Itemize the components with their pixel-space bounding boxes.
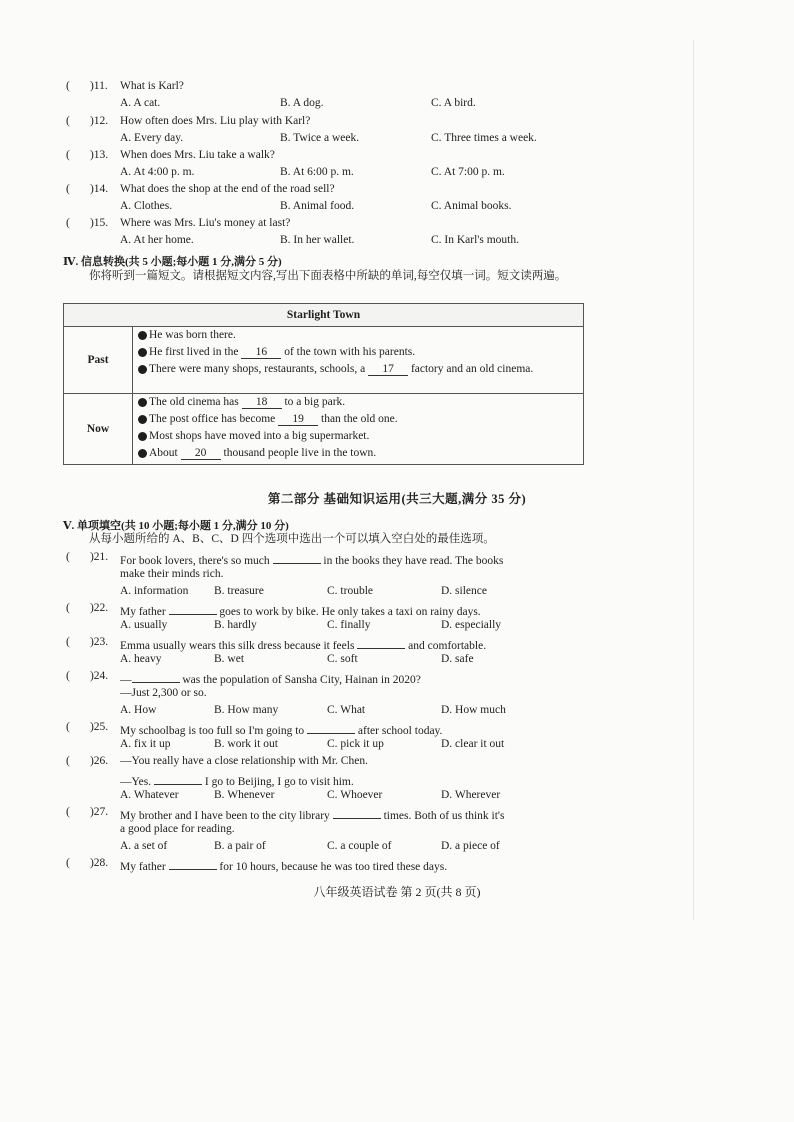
question-stem-line2: a good place for reading. — [120, 823, 235, 835]
option-a: A. information — [120, 585, 189, 597]
option-c: C. Whoever — [327, 789, 383, 801]
bullet-icon — [138, 449, 147, 458]
answer-paren[interactable]: ( )22. — [66, 602, 109, 614]
table-bullet: About 20 thousand people live in the town. — [133, 445, 583, 462]
option-a: A. At 4:00 p. m. — [120, 166, 195, 178]
blank-19[interactable]: 19 — [278, 413, 318, 426]
option-b: B. Whenever — [214, 789, 275, 801]
question-stem-line2: make their minds rich. — [120, 568, 224, 580]
option-c: C. finally — [327, 619, 371, 631]
option-a: A. At her home. — [120, 234, 194, 246]
option-b: B. How many — [214, 704, 279, 716]
answer-paren[interactable]: ( )24. — [66, 670, 109, 682]
option-a: A. usually — [120, 619, 168, 631]
option-a: A. Whatever — [120, 789, 179, 801]
question-stem: When does Mrs. Liu take a walk? — [120, 149, 275, 161]
answer-paren[interactable]: ( )21. — [66, 551, 109, 563]
part-2-title: 第二部分 基础知识运用(共三大题,满分 35 分) — [267, 492, 527, 506]
answer-paren[interactable]: ( )14. — [66, 183, 109, 195]
row-label-past: Past — [64, 327, 133, 394]
blank-line[interactable] — [132, 670, 180, 683]
table-bullet: He first lived in the 16 of the town with his parents. — [133, 344, 583, 361]
table-bullet: The post office has become 19 than the old one. — [133, 411, 583, 428]
option-d: D. How much — [441, 704, 506, 716]
bullet-icon — [138, 432, 147, 441]
question-stem: Where was Mrs. Liu's money at last? — [120, 217, 291, 229]
option-c: C. Three times a week. — [431, 132, 537, 144]
question-stem: —You really have a close relationship with Mr. Chen. — [120, 755, 368, 767]
option-d: D. silence — [441, 585, 487, 597]
blank-line[interactable] — [357, 636, 405, 649]
blank-line[interactable] — [154, 772, 202, 785]
option-b: B. hardly — [214, 619, 257, 631]
option-b: B. A dog. — [280, 97, 324, 109]
option-b: B. Animal food. — [280, 200, 355, 212]
section-4-instruction: 你将听到一篇短文。请根据短文内容,写出下面表格中所缺的单词,每空仅填一词。短文读两遍。 — [89, 270, 567, 282]
option-c: C. trouble — [327, 585, 373, 597]
bullet-icon — [138, 348, 147, 357]
answer-paren[interactable]: ( )26. — [66, 755, 109, 767]
option-c: C. What — [327, 704, 366, 716]
blank-20[interactable]: 20 — [181, 447, 221, 460]
option-b: B. At 6:00 p. m. — [280, 166, 354, 178]
option-a: A. fix it up — [120, 738, 171, 750]
option-d: D. especially — [441, 619, 502, 631]
option-b: B. treasure — [214, 585, 264, 597]
table-title: Starlight Town — [64, 304, 584, 327]
option-c: C. pick it up — [327, 738, 384, 750]
table-bullet: The old cinema has 18 to a big park. — [133, 394, 583, 411]
blank-17[interactable]: 17 — [368, 363, 408, 376]
option-c: C. In Karl's mouth. — [431, 234, 519, 246]
answer-paren[interactable]: ( )13. — [66, 149, 109, 161]
section-5-title: Ⅴ. 单项填空(共 10 小题;每小题 1 分,满分 10 分) — [63, 520, 289, 532]
option-d: D. Wherever — [441, 789, 501, 801]
answer-line: —Just 2,300 or so. — [120, 687, 207, 699]
blank-line[interactable] — [333, 806, 381, 819]
option-b: B. a pair of — [214, 840, 266, 852]
blank-16[interactable]: 16 — [241, 346, 281, 359]
blank-line[interactable] — [273, 551, 321, 564]
page-footer: 八年级英语试卷 第 2 页(共 8 页) — [313, 885, 481, 899]
option-b: B. In her wallet. — [280, 234, 355, 246]
section-5-instruction: 从每小题所给的 A、B、C、D 四个选项中选出一个可以填入空白处的最佳选项。 — [89, 533, 495, 545]
blank-line[interactable] — [169, 602, 217, 615]
option-c: C. a couple of — [327, 840, 392, 852]
option-a: A. heavy — [120, 653, 162, 665]
option-a: A. a set of — [120, 840, 168, 852]
option-a: A. A cat. — [120, 97, 161, 109]
option-d: D. a piece of — [441, 840, 500, 852]
option-c: C. soft — [327, 653, 358, 665]
answer-paren[interactable]: ( )15. — [66, 217, 109, 229]
blank-line[interactable] — [307, 721, 355, 734]
table-bullet: He was born there. — [133, 327, 583, 344]
answer-paren[interactable]: ( )25. — [66, 721, 109, 733]
blank-18[interactable]: 18 — [242, 396, 282, 409]
option-d: D. safe — [441, 653, 474, 665]
option-d: D. clear it out — [441, 738, 505, 750]
answer-paren[interactable]: ( )27. — [66, 806, 109, 818]
answer-paren[interactable]: ( )23. — [66, 636, 109, 648]
option-c: C. Animal books. — [431, 200, 512, 212]
bullet-icon — [138, 365, 147, 374]
starlight-town-table — [63, 303, 584, 465]
question-stem: How often does Mrs. Liu play with Karl? — [120, 115, 311, 127]
blank-line[interactable] — [169, 857, 217, 870]
answer-paren[interactable]: ( )28. — [66, 857, 109, 869]
bullet-icon — [138, 331, 147, 340]
bullet-icon — [138, 415, 147, 424]
option-c: C. A bird. — [431, 97, 476, 109]
section-4-title: Ⅳ. 信息转换(共 5 小题;每小题 1 分,满分 5 分) — [63, 256, 282, 268]
option-c: C. At 7:00 p. m. — [431, 166, 505, 178]
answer-paren[interactable]: ( )11. — [66, 80, 108, 92]
page-edge — [693, 40, 694, 920]
option-b: B. wet — [214, 653, 245, 665]
question-stem: What does the shop at the end of the road sell? — [120, 183, 335, 195]
answer-paren[interactable]: ( )12. — [66, 115, 109, 127]
option-a: A. Clothes. — [120, 200, 173, 212]
option-a: A. How — [120, 704, 157, 716]
option-b: B. Twice a week. — [280, 132, 360, 144]
row-label-now: Now — [64, 394, 133, 465]
question-stem: What is Karl? — [120, 80, 184, 92]
table-bullet: There were many shops, restaurants, schools, a 17 factory and an old cinema. — [133, 361, 583, 378]
option-a: A. Every day. — [120, 132, 184, 144]
bullet-icon — [138, 398, 147, 407]
table-bullet: Most shops have moved into a big supermarket. — [133, 428, 583, 445]
option-b: B. work it out — [214, 738, 278, 750]
